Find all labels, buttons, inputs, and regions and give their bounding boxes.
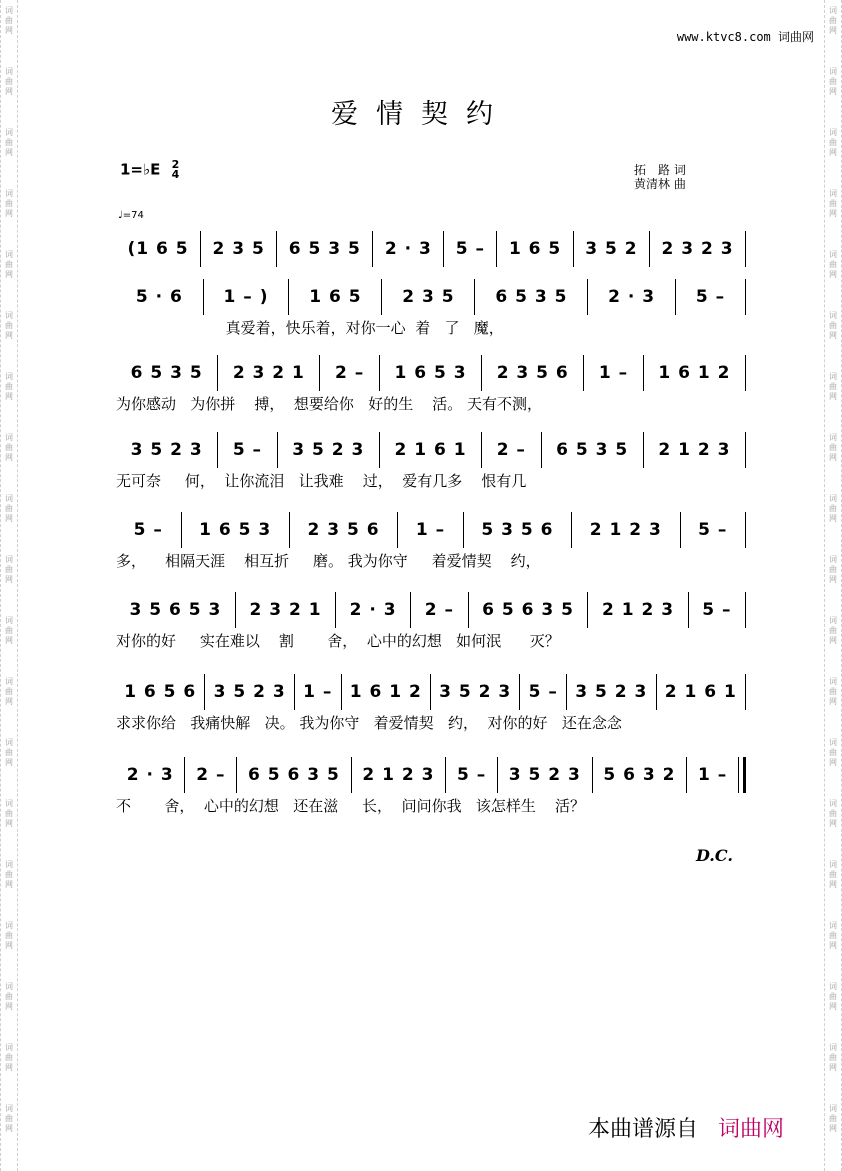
watermark-char: 网 (5, 819, 13, 828)
watermark-char: 网 (5, 880, 13, 889)
watermark-char: 网 (5, 636, 13, 645)
watermark-char: 网 (5, 941, 13, 950)
watermark-char: 网 (5, 453, 13, 462)
lyric-line: 多， 相隔天涯 相互折 磨。 我为你守 着爱情契 约， (116, 552, 541, 570)
watermark-char: 曲 (5, 992, 13, 1001)
watermark-char: 词 (5, 128, 13, 137)
watermark-char: 词 (829, 1043, 837, 1052)
key-text: 1=♭E (120, 160, 161, 179)
watermark-char: 曲 (829, 748, 837, 757)
measure: 3 5 2 3 (575, 682, 648, 702)
watermark-char: 网 (829, 26, 837, 35)
watermark-char: 网 (829, 1124, 837, 1133)
measure: 6 5 3 5 (288, 239, 361, 259)
watermark-char: 词 (829, 6, 837, 15)
measure: 1 6 5 6 (124, 682, 197, 702)
watermark-char: 曲 (829, 1053, 837, 1062)
score-line (116, 430, 746, 470)
watermark-char: 词 (829, 616, 837, 625)
lyric-line: 求求你给 我痛快解 决。 我为你守 着爱情契 约， 对你的好 还在念念 (116, 714, 622, 732)
measure: 5 – (455, 239, 485, 259)
watermark-char: 词 (829, 494, 837, 503)
watermark-char: 词 (829, 799, 837, 808)
measure: 2 3 2 3 (661, 239, 734, 259)
measure: 6 5 3 5 (495, 287, 568, 307)
measure: 5 · 6 (135, 287, 183, 307)
score-line (116, 510, 746, 550)
barline (738, 757, 746, 793)
watermark-char: 词 (5, 433, 13, 442)
watermark-char: 词 (5, 1043, 13, 1052)
measure: 2 · 3 (126, 765, 174, 785)
watermark-char: 词 (5, 982, 13, 991)
watermark-char: 网 (5, 87, 13, 96)
barline (745, 512, 746, 548)
right-watermark-strip (824, 0, 842, 1171)
watermark-char: 曲 (5, 321, 13, 330)
measure: 3 5 2 3 (508, 765, 581, 785)
watermark-char: 网 (829, 87, 837, 96)
watermark-char: 网 (829, 209, 837, 218)
measure: 2 1 2 3 (362, 765, 435, 785)
barline (745, 355, 746, 391)
watermark-char: 网 (5, 331, 13, 340)
watermark-char: 网 (5, 1063, 13, 1072)
source-label: 本曲谱源自 (588, 1117, 699, 1142)
watermark-char: 词 (829, 738, 837, 747)
watermark-char: 曲 (829, 870, 837, 879)
watermark-char: 词 (829, 433, 837, 442)
measure: 5 – (702, 600, 732, 620)
measure: 5 – (133, 520, 163, 540)
measure: 3 5 2 3 (130, 440, 203, 460)
lyric-line: 不 舍， 心中的幻想 还在滋 长， 问问你我 该怎样生 活？ (116, 797, 585, 815)
measure: 2 · 3 (349, 600, 397, 620)
time-sig-bottom: 4 (171, 168, 180, 181)
watermark-char: 网 (829, 270, 837, 279)
watermark-char: 曲 (5, 1053, 13, 1062)
measure: 2 3 5 (212, 239, 265, 259)
watermark-char: 网 (5, 1002, 13, 1011)
measure: 2 1 2 3 (589, 520, 662, 540)
watermark-char: 曲 (5, 748, 13, 757)
measure: 2 3 2 1 (249, 600, 322, 620)
score-line (116, 590, 746, 630)
watermark-char: 曲 (5, 199, 13, 208)
watermark-char: 曲 (5, 809, 13, 818)
watermark-char: 网 (829, 453, 837, 462)
measure: 2 3 5 6 (496, 363, 569, 383)
site-url[interactable]: www.ktvc8.com 词曲网 (676, 30, 814, 44)
watermark-char: 词 (829, 128, 837, 137)
watermark-char: 曲 (829, 565, 837, 574)
measure: 1 – (598, 363, 629, 383)
measure: 1 6 5 (508, 239, 562, 259)
left-watermark-strip (0, 0, 18, 1171)
watermark-char: 网 (5, 209, 13, 218)
lyric-line: 为你感动 为你拼 搏， 想要给你 好的生 活。 天有不测， (116, 395, 543, 413)
watermark-char: 词 (5, 921, 13, 930)
measure: 5 3 5 6 (481, 520, 554, 540)
measure: 2 1 6 1 (664, 682, 737, 702)
watermark-char: 词 (5, 494, 13, 503)
watermark-char: 曲 (829, 16, 837, 25)
measure: 2 – (496, 440, 526, 460)
watermark-char: 网 (829, 1002, 837, 1011)
watermark-char: 网 (829, 575, 837, 584)
watermark-char: 词 (5, 860, 13, 869)
watermark-char: 曲 (829, 321, 837, 330)
watermark-char: 词 (5, 250, 13, 259)
watermark-char: 曲 (829, 260, 837, 269)
measure: 6 5 6 3 5 (248, 765, 340, 785)
composer: 黄清林 曲 (634, 177, 686, 191)
song-title: 爱情契约 (331, 99, 511, 130)
measure: 2 · 3 (608, 287, 656, 307)
watermark-char: 网 (829, 941, 837, 950)
watermark-char: 网 (829, 819, 837, 828)
watermark-char: 网 (5, 514, 13, 523)
watermark-char: 词 (829, 250, 837, 259)
watermark-char: 词 (5, 616, 13, 625)
watermark-char: 词 (829, 982, 837, 991)
watermark-char: 曲 (5, 565, 13, 574)
tempo-mark: ♩=74 (118, 210, 144, 221)
measure: 1 – (415, 520, 446, 540)
source-footer (588, 1112, 784, 1143)
watermark-char: 曲 (829, 1114, 837, 1123)
watermark-char: 词 (829, 1104, 837, 1113)
watermark-char: 曲 (5, 138, 13, 147)
barline (745, 231, 746, 267)
watermark-char: 曲 (829, 687, 837, 696)
credits (634, 163, 686, 191)
measure: 5 – (698, 520, 728, 540)
watermark-char: 词 (829, 67, 837, 76)
score-line (116, 755, 746, 795)
measure: 1 6 1 2 (658, 363, 731, 383)
lyric-line: 对你的好 实在难以 割 舍， 心中的幻想 如何泯 灭？ (116, 632, 560, 650)
measure: 2 – (335, 363, 365, 383)
watermark-char: 词 (829, 372, 837, 381)
measure: 2 – (196, 765, 226, 785)
watermark-char: 网 (829, 697, 837, 706)
watermark-char: 词 (5, 1104, 13, 1113)
watermark-char: 网 (5, 26, 13, 35)
measure: 1 – (303, 682, 333, 702)
watermark-char: 网 (829, 636, 837, 645)
measure: 2 – (424, 600, 454, 620)
barline (745, 592, 746, 628)
watermark-char: 词 (829, 189, 837, 198)
watermark-char: 词 (5, 555, 13, 564)
measure: 5 – (528, 682, 558, 702)
measure: 3 5 2 3 (292, 440, 365, 460)
measure: 3 5 6 5 3 (129, 600, 222, 620)
watermark-char: 网 (829, 880, 837, 889)
watermark-char: 词 (5, 372, 13, 381)
watermark-char: 词 (829, 860, 837, 869)
watermark-char: 曲 (5, 626, 13, 635)
measure: 1 6 1 2 (349, 682, 422, 702)
watermark-char: 词 (5, 67, 13, 76)
watermark-char: 词 (5, 189, 13, 198)
watermark-char: 曲 (5, 260, 13, 269)
time-signature (172, 160, 180, 180)
score-line (116, 229, 746, 269)
measure: 2 1 2 3 (602, 600, 675, 620)
watermark-char: 曲 (5, 931, 13, 940)
watermark-char: 曲 (829, 504, 837, 513)
measure: 6 5 6 3 5 (482, 600, 574, 620)
time-sig-top: 2 (171, 158, 180, 171)
measure: 3 5 2 (585, 239, 638, 259)
source-brand[interactable]: 词曲网 (718, 1117, 785, 1142)
watermark-char: 网 (5, 758, 13, 767)
watermark-char: 网 (829, 331, 837, 340)
measure: 1 6 5 (309, 287, 362, 307)
lyric-line: 无可奈 何， 让你流泪 让我难 过， 爱有几多 恨有几 (116, 472, 527, 490)
measure: 1 6 5 3 (199, 520, 272, 540)
measure: 5 6 3 2 (603, 765, 676, 785)
watermark-char: 词 (829, 677, 837, 686)
measure: 6 5 3 5 (556, 440, 629, 460)
watermark-char: 曲 (5, 1114, 13, 1123)
watermark-char: 曲 (5, 16, 13, 25)
watermark-char: 网 (5, 1124, 13, 1133)
barline (745, 432, 746, 468)
watermark-char: 网 (5, 270, 13, 279)
watermark-char: 曲 (829, 138, 837, 147)
da-capo-mark: D.C. (696, 846, 733, 865)
watermark-char: 曲 (829, 809, 837, 818)
watermark-char: 词 (5, 6, 13, 15)
measure: 2 1 6 1 (394, 440, 467, 460)
watermark-char: 网 (829, 392, 837, 401)
watermark-char: 网 (5, 575, 13, 584)
measure: 6 5 3 5 (130, 363, 203, 383)
watermark-char: 曲 (829, 77, 837, 86)
measure: 2 3 2 1 (232, 363, 305, 383)
watermark-char: 曲 (5, 870, 13, 879)
watermark-char: 网 (5, 148, 13, 157)
watermark-char: 曲 (829, 992, 837, 1001)
key-signature (120, 160, 179, 180)
watermark-char: 网 (5, 697, 13, 706)
watermark-char: 曲 (829, 199, 837, 208)
watermark-char: 词 (829, 311, 837, 320)
score-line (116, 672, 746, 712)
barline (745, 674, 746, 710)
watermark-char: 曲 (829, 931, 837, 940)
score-line (116, 277, 746, 317)
watermark-char: 曲 (5, 504, 13, 513)
barline (745, 279, 746, 315)
watermark-char: 曲 (829, 626, 837, 635)
measure: 5 – (457, 765, 487, 785)
watermark-char: 网 (829, 1063, 837, 1072)
watermark-char: 曲 (5, 382, 13, 391)
measure: 5 – (232, 440, 263, 460)
watermark-char: 曲 (5, 443, 13, 452)
watermark-char: 词 (5, 738, 13, 747)
watermark-char: 曲 (829, 443, 837, 452)
measure: 1 – (698, 765, 728, 785)
watermark-char: 曲 (829, 382, 837, 391)
watermark-char: 网 (829, 758, 837, 767)
measure: 2 · 3 (384, 239, 432, 259)
watermark-char: 词 (5, 799, 13, 808)
watermark-char: 曲 (5, 687, 13, 696)
measure: 2 3 5 6 (307, 520, 380, 540)
watermark-char: 网 (829, 514, 837, 523)
lyric-line: 真爱着，快乐着，对你一心 着 了 魔， (116, 319, 504, 337)
watermark-char: 词 (5, 311, 13, 320)
watermark-char: 网 (5, 392, 13, 401)
measure: 1 6 5 3 (394, 363, 467, 383)
measure: (1 6 5 (127, 239, 189, 259)
watermark-char: 曲 (5, 77, 13, 86)
measure: 3 5 2 3 (439, 682, 512, 702)
watermark-char: 词 (5, 677, 13, 686)
measure: 2 1 2 3 (658, 440, 731, 460)
measure: 5 – (695, 287, 726, 307)
measure: 2 3 5 (402, 287, 455, 307)
measure: 1 – ) (223, 287, 269, 307)
watermark-char: 网 (829, 148, 837, 157)
measure: 3 5 2 3 (213, 682, 286, 702)
lyricist: 拓 路 词 (634, 163, 686, 177)
score-line (116, 353, 746, 393)
watermark-char: 词 (829, 921, 837, 930)
watermark-char: 词 (829, 555, 837, 564)
